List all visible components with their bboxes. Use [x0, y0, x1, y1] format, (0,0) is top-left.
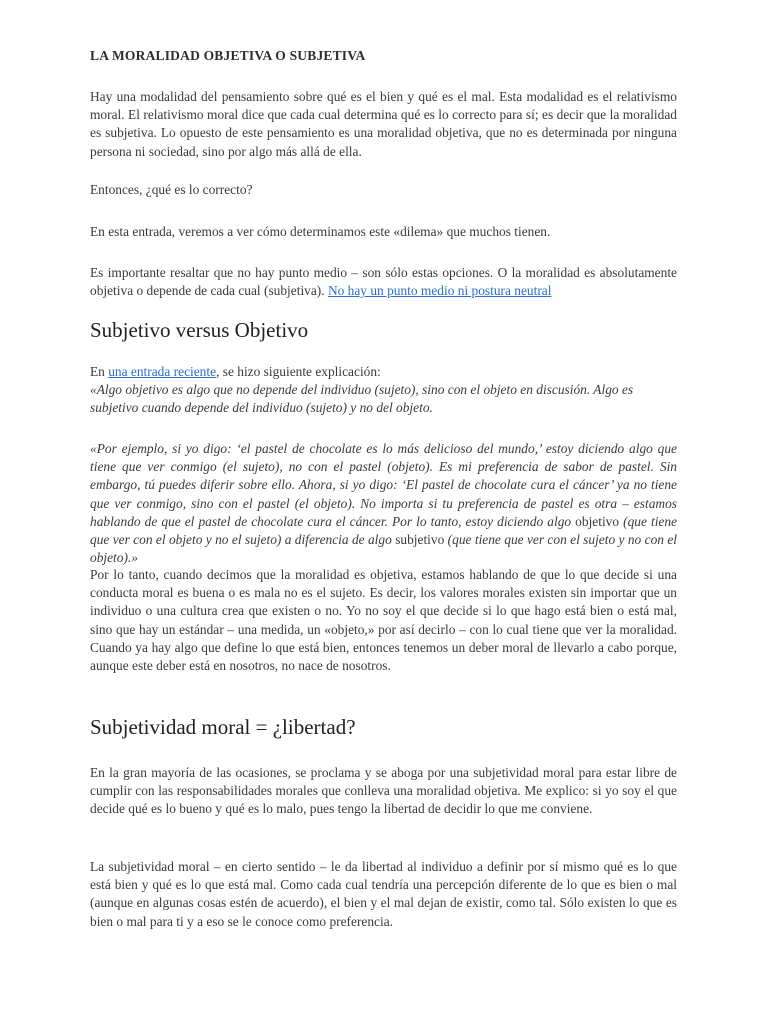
explanation-paragraph: [90, 363, 677, 381]
intro-paragraph: Hay una modalidad del pensamiento sobre qué es el bien y qué es el mal. Esta modalidad es el relativismo moral. El relativismo moral dice que cada cual determina qué es lo correcto para sí; es decir que la moralidad es subjetiva. Lo opuesto de este pensamiento es una moralidad objetiva, que no es determinada por ninguna persona ni sociedad, sino por algo más allá de ella.: [90, 89, 677, 159]
subjectivity-paragraph: La subjetividad moral – en cierto sentido – le da libertad al individuo a definir por sí mismo qué es lo que está bien y qué es lo que está mal. Como cada cual tendría una percepción diferente de lo que es bien o mal (aunque en algunas cosas estén de acuerdo), el bien y el mal dejan de existir, como tal. Sólo existen lo que es bien o mal para ti y a eso se le conoce como preferencia.: [90, 859, 677, 929]
quote-example-a: «Por ejemplo, si yo digo: ‘el pastel de chocolate es lo más delicioso del mundo,’ estoy diciendo algo que tiene que ver conmigo (el sujeto), no con el pastel (objeto). Es mi preferencia de sabor de pastel. Sin embargo, tú puedes diferir sobre ello. Ahora, si yo digo: ‘El pastel de chocolate cura el cáncer’ ya no tiene que ver conmigo, sino con el pastel (el objeto). No importa si tu preferencia de pastel es otra – estamos hablando de que el pastel de chocolate cura el cáncer. Por lo tanto, estoy diciendo algo: [90, 441, 677, 529]
objective-paragraph: Por lo tanto, cuando decimos que la moralidad es objetiva, estamos hablando de que lo que decide si una conducta moral es buena o es mala no es el sujeto. Es decir, los valores morales existen sin importar que un individuo o una cultura crea que existen o no. Yo no soy el que decide si lo que hago está bien o está mal, sino que hay un estándar – una medida, un «objeto,» por así decirlo – con lo cual tiene que ver la moralidad. Cuando ya hay algo que define lo que está bien, entonces tenemos un deber moral de llevarlo a cabo porque, aunque este deber está en nosotros, no nace de nosotros.: [90, 567, 677, 674]
quote-example-c: (que tiene que ver con el objeto y no el sujeto) a diferencia de algo: [90, 513, 677, 548]
recent-entry-link[interactable]: una entrada reciente: [108, 364, 217, 379]
heading-subjetividad-libertad: Subjetividad moral = ¿libertad?: [90, 715, 356, 739]
heading-subjetivo-objetivo: Subjetivo versus Objetivo: [90, 318, 309, 342]
quote-definition: [90, 381, 677, 417]
quote-example-e: (que tiene que ver con el sujeto y no con el objeto).»: [90, 532, 678, 566]
important-paragraph: [90, 264, 677, 300]
question-paragraph: Entonces, ¿qué es lo correcto?: [90, 182, 253, 197]
majority-paragraph: En la gran mayoría de las ocasiones, se proclama y se aboga por una subjetividad moral para estar libre de cumplir con las responsabilidades morales que conlleva una moralidad objetiva. Me explico: si yo soy el que decide qué es lo bueno y qué es lo malo, pues tengo la libertad de decidir lo que me conviene.: [90, 765, 677, 817]
neutral-link[interactable]: No hay un punto medio ni postura neutral: [327, 283, 552, 299]
important-text: Es importante resaltar que no hay punto medio – son sólo estas opciones. O la moralidad es absolutamente objetiva o depende de cada cual (subjetiva).: [90, 265, 677, 299]
quote-example-objetivo: objetivo: [575, 513, 620, 529]
explanation-pre: En: [90, 364, 109, 379]
entry-paragraph: En esta entrada, veremos a ver cómo determinamos este «dilema» que muchos tienen.: [90, 224, 551, 239]
explanation-post: , se hizo siguiente explicación:: [216, 364, 381, 379]
quote-example-subjetivo: subjetivo: [395, 532, 445, 548]
document-title: LA MORALIDAD OBJETIVA O SUBJETIVA: [90, 48, 366, 63]
quote-definition-text: «Algo objetivo es algo que no depende del individuo (sujeto), sino con el objeto en discusión. Algo es subjetivo cuando depende del individuo (sujeto) y no del objeto.: [90, 382, 634, 416]
quote-example: [90, 440, 677, 567]
